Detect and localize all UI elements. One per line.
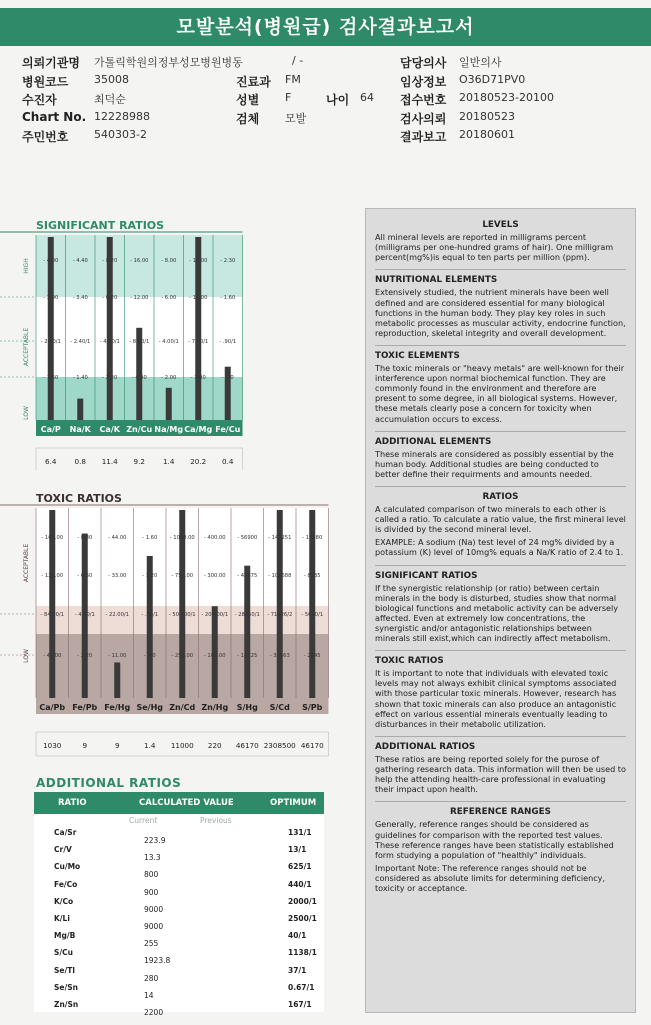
category-label: S/Cd — [269, 703, 290, 712]
sex-value: F — [285, 91, 292, 104]
additional-text: These minerals are considered as possibly essential by the human body. Additional studies are being conducted to better define their requirments and amounts needed. — [375, 448, 614, 479]
bar-s-hg — [244, 566, 250, 698]
divider — [375, 736, 626, 737]
reference-text: Generally, reference ranges should be considered as guidelines for comparison with the reported test values. These reference ranges have been statistically established form studying a population of "healthly" individuals. — [375, 819, 614, 860]
tick-label: - 16.00 — [130, 258, 149, 264]
category-label: Zn/Hg — [201, 703, 229, 712]
bar-ca-mg — [195, 237, 201, 420]
value-label: 20.2 — [190, 457, 207, 466]
cell-optimum: 440/1 — [288, 879, 312, 889]
tick-label: - 11.00 — [108, 653, 127, 659]
hospital-code-value: 35008 — [94, 72, 129, 86]
sex-label: 성별 — [236, 93, 260, 107]
chart-title: SIGNIFICANT RATIOS — [36, 219, 165, 232]
tick-label: - 2845 — [303, 653, 321, 659]
sig-ratios-text: If the synergistic relationship (or ratio) between certain minerals in the body is disturbed, studies show that normal biological functions and metabolic activity can be adversely affected. Even at extremely low concentrations, the synergistic and/or antagonistic relationships between minerals still exist,which can indirectly affect metabolism. — [375, 582, 619, 644]
additional-title: ADDITIONAL ELEMENTS — [375, 436, 492, 447]
clinical-value: O36D71PV0 — [459, 72, 526, 86]
tick-label: - 2.20 — [102, 375, 118, 381]
cell-current: 800 — [144, 870, 159, 880]
tick-label: - 4.00 — [131, 375, 147, 381]
subheader-current: Current — [129, 816, 158, 825]
tick-label: - 1.60 — [142, 535, 158, 541]
cell-ratio: Mg/B — [54, 931, 76, 941]
tick-label: - 200.00/1 — [201, 612, 229, 618]
chart-no-label: Chart No. — [22, 109, 87, 124]
cell-optimum: 167/1 — [288, 999, 312, 1009]
table-header — [34, 792, 324, 814]
category-label: Na/K — [69, 425, 91, 434]
add-ratios-text: These ratios are being reported solely for the purose of gathering research data. This information will then be used to help the attending health-care professional in evaluating their impact upon health. — [375, 753, 626, 795]
tick-label: - 4.40/1 — [74, 612, 95, 618]
tick-label: - 1.60 — [43, 375, 59, 381]
table-row — [34, 914, 324, 931]
hospital-code-label: 병원코드 — [22, 74, 69, 89]
tick-label: - 71126/2 — [267, 612, 293, 618]
tick-label: - 2.40/1 — [70, 339, 91, 345]
cell-optimum: 40/1 — [288, 931, 307, 941]
table-row — [34, 897, 324, 914]
cell-current: 13.3 — [144, 853, 161, 863]
doctor-value: 일반의사 — [459, 56, 502, 69]
subheader-previous: Previous — [200, 816, 232, 825]
tick-label: - 22.00/1 — [105, 612, 129, 618]
tick-label: - 3.00 — [43, 295, 59, 301]
table-row — [34, 931, 324, 948]
cell-current: 255 — [144, 939, 159, 949]
institution-label: 의뢰기관명 — [22, 56, 80, 70]
tick-label: - 8.20 — [102, 258, 118, 264]
divider — [375, 431, 626, 432]
levels-title: LEVELS — [482, 220, 519, 230]
table-subheader — [34, 814, 324, 828]
tick-label: - 126.00 — [41, 573, 64, 579]
cell-current: 900 — [144, 887, 159, 897]
tick-label: - 15.00 — [189, 258, 208, 264]
doctor-label: 담당의사 — [400, 56, 447, 70]
toxic-ratios-text: It is important to note that individuals with elevated toxic levels may not always exhibit clinical symptoms associated with those particular toxic minerals. However, research has shown that toxic minerals can also produce an antagonistic effect on various essential minerals eventually leading to disturbances in their metabolic utilization. — [375, 668, 617, 729]
tick-label: - 44.00 — [108, 535, 127, 541]
bar-na-k — [77, 399, 83, 420]
toxic-ratios-title: TOXIC RATIOS — [375, 656, 444, 667]
cell-current: 2200 — [144, 1007, 164, 1017]
cell-current: 14 — [144, 990, 154, 1000]
cell-optimum: 37/1 — [288, 965, 307, 975]
tick-label: - 1.40 — [72, 375, 88, 381]
zone-label: ACCEPTABLE — [23, 543, 30, 583]
category-label: Ca/P — [40, 425, 61, 434]
request-label: 검사의뢰 — [400, 111, 447, 126]
toxic-text: The toxic minerals or "heavy metals" are well-known for their interference upon normal biochemical function. They are commonly found in the environment and therefore are present to some degree, in all biological systems. However, these metals clearly pose a concern for toxicity when accumulation occurs to excess. — [375, 363, 625, 424]
value-label: 0.8 — [74, 457, 86, 466]
id-label: 주민번호 — [22, 130, 69, 144]
tick-label: - 4.00 — [43, 258, 59, 264]
tick-label: - .40 — [143, 653, 156, 659]
bar-fe-hg — [114, 662, 120, 698]
zone-label: HIGH — [23, 258, 30, 274]
tick-label: - 14225 — [237, 653, 258, 659]
tick-label: - .90/1 — [219, 339, 237, 345]
cell-optimum: 2500/1 — [288, 913, 317, 923]
receipt-value: 20180523-20100 — [459, 91, 554, 104]
header-ratio: RATIO — [58, 798, 87, 808]
age-label: 나이 — [326, 93, 350, 107]
zone-label: LOW — [23, 649, 30, 663]
value-label: 6.4 — [45, 457, 57, 466]
category-label: Fe/Pb — [72, 703, 98, 712]
cell-optimum: 1138/1 — [288, 948, 317, 958]
value-label: 220 — [207, 741, 222, 750]
category-label: S/Pb — [302, 703, 323, 712]
tick-label: - 2.60/1 — [40, 339, 61, 345]
tick-label: - 106688 — [268, 573, 292, 579]
tick-label: - 1000.00 — [169, 535, 195, 541]
tick-label: - 4.20/1 — [99, 339, 120, 345]
tick-label: - .20 — [221, 375, 234, 381]
table-row — [34, 948, 324, 965]
tick-label: - 500.00/1 — [168, 612, 196, 618]
tick-label: - 42675 — [237, 573, 258, 579]
tick-label: - 5690/1 — [301, 612, 324, 618]
tick-label: - 56900 — [237, 535, 258, 541]
tick-label: - 3.00 — [190, 375, 206, 381]
cell-current: 9000 — [144, 904, 164, 914]
tick-label: - 3.40 — [72, 295, 88, 301]
divider — [375, 269, 626, 270]
category-label: Zn/Cu — [126, 425, 153, 434]
tick-label: - 7.00/1 — [188, 339, 209, 345]
table-row — [34, 862, 324, 879]
value-label: 46170 — [300, 741, 324, 750]
tick-label: - 28450/1 — [234, 612, 260, 618]
id-value: 540303-2 — [94, 128, 147, 141]
cell-optimum: 2000/1 — [288, 896, 317, 906]
recipient-value: 최덕순 — [94, 93, 126, 106]
toxic-title: TOXIC ELEMENTS — [375, 350, 460, 361]
report-date-label: 결과보고 — [400, 130, 447, 144]
additional-ratios-table — [34, 792, 324, 1017]
reference-title: REFERENCE RANGES — [450, 807, 551, 818]
cell-optimum: 0.67/1 — [288, 982, 315, 992]
tick-label: - 250.00 — [171, 653, 194, 659]
divider — [375, 345, 626, 346]
category-label: Ca/Mg — [184, 425, 213, 434]
value-label: 9 — [114, 741, 120, 750]
category-label: Na/Mg — [154, 425, 184, 434]
table-row — [34, 828, 324, 845]
cell-ratio: S/Cu — [54, 948, 73, 958]
age-value: 64 — [360, 91, 374, 104]
nutritional-text: Extensively studied, the nutrient minerals have been well defined and are considered essential for many biological functions in the human body. They play key roles in such metabolic processes as muscular activity, endocrine function, reproduction, skeletal integrity and overall development. — [375, 287, 626, 338]
value-label: 11000 — [170, 741, 194, 750]
report-date-value: 20180601 — [459, 128, 515, 141]
table-row — [34, 983, 324, 1000]
cell-optimum: 131/1 — [288, 828, 312, 837]
tick-label: - 35563 — [269, 653, 290, 659]
category-label: S/Hg — [236, 703, 258, 712]
value-label: 9 — [82, 741, 88, 750]
value-label: 2308500 — [263, 741, 296, 750]
tick-label: - 33.00 — [108, 573, 127, 579]
chart-title: TOXIC RATIOS — [36, 492, 122, 505]
divider — [375, 650, 626, 651]
tick-label: - 84.00/1 — [40, 612, 64, 618]
clinical-label: 임상정보 — [400, 74, 447, 89]
tick-label: - 6.00 — [161, 295, 177, 301]
tick-label: - 750.00 — [171, 573, 194, 579]
cell-ratio: Ca/Sr — [54, 828, 77, 837]
ratios-text: A calculated comparison of two minerals to each other is called a ratio. To calculate a ratio value, the first mineral level is divided by the second mineral level. — [375, 504, 626, 535]
significant-ratios-chart — [0, 215, 250, 470]
category-label: Fe/Hg — [104, 703, 131, 712]
toxic-ratios-chart — [0, 488, 332, 770]
zone-high — [36, 235, 243, 297]
tick-label: - 100.00 — [203, 653, 226, 659]
tick-label: - 42.00 — [43, 653, 62, 659]
cell-ratio: Se/Tl — [54, 965, 75, 975]
request-value: 20180523 — [459, 109, 515, 123]
tick-label: - 168.00 — [41, 535, 64, 541]
tick-label: - 11.00 — [189, 295, 208, 301]
add-ratios-title: ADDITIONAL RATIOS — [375, 741, 476, 752]
tick-label: - 300.00 — [203, 573, 226, 579]
cell-ratio: Fe/Co — [54, 879, 78, 889]
tick-label: - 8.00/1 — [129, 339, 150, 345]
institution-value: 가톨릭학원의정부성모병원병동 — [94, 56, 243, 69]
table-row — [34, 1000, 324, 1017]
category-label: Ca/Pb — [39, 703, 66, 712]
value-label: 11.4 — [101, 457, 118, 466]
additional-ratios-title: ADDITIONAL RATIOS — [36, 776, 182, 790]
specimen-value: 모발 — [285, 111, 307, 125]
table-row — [34, 966, 324, 983]
zone-label: LOW — [23, 406, 30, 420]
cell-ratio: Cu/Mo — [54, 862, 81, 872]
value-label: 1.4 — [163, 457, 175, 466]
tick-label: - 2.30 — [220, 258, 236, 264]
ratios-example: EXAMPLE: A sodium (Na) test level of 24 mg% divided by a potassium (K) level of 10mg% equals a Na/K ratio of 2.4 to 1. — [375, 537, 624, 558]
tick-label: - 6.60 — [77, 573, 93, 579]
cell-current: 223.9 — [144, 836, 166, 845]
explanation-panel — [365, 208, 636, 1013]
category-label: Ca/K — [99, 425, 120, 434]
patient-info — [22, 54, 642, 147]
report-title: 모발분석(병원급) 검사결과보고서 — [0, 8, 651, 46]
levels-text: All mineral levels are reported in milligrams percent (milligrams per one-hundred grams of hair). One milligram percent(mg%)is equal to ten parts per million (ppm). — [375, 232, 614, 263]
cell-ratio: K/Co — [54, 896, 74, 906]
category-label: Fe/Cu — [215, 425, 241, 434]
tick-label: - 4.00/1 — [158, 339, 179, 345]
cell-ratio: Zn/Sn — [54, 999, 79, 1009]
tick-label: - 8535 — [303, 573, 321, 579]
cell-current: 1923.8 — [144, 956, 171, 966]
table-body — [34, 828, 324, 1017]
cell-current: 280 — [144, 973, 159, 983]
tick-label: - 8.00 — [161, 258, 177, 264]
tick-label: - 400.00 — [203, 535, 226, 541]
dept-label: 진료과 — [236, 74, 271, 89]
cell-optimum: 13/1 — [288, 845, 307, 855]
tick-label: - 8.80 — [77, 535, 93, 541]
divider — [375, 565, 626, 566]
table-row — [34, 845, 324, 862]
divider — [375, 801, 626, 802]
divider — [375, 486, 626, 487]
value-label: 0.4 — [222, 457, 234, 466]
value-label: 9.2 — [133, 457, 145, 466]
tick-label: - 1.20 — [142, 573, 158, 579]
tick-label: - 6.20 — [102, 295, 118, 301]
bar-ca-p — [48, 237, 54, 420]
dept-value: FM — [285, 72, 301, 86]
category-label: Zn/Cd — [169, 703, 196, 712]
bar-na-mg — [166, 388, 172, 420]
reference-note: Important Note: The reference ranges should not be considered as absolute limits for determining deficiency, toxicity or acceptance. — [375, 862, 606, 893]
category-label: Se/Hg — [136, 703, 164, 712]
cell-optimum: 625/1 — [288, 862, 312, 872]
header-calculated: CALCULATED VALUE — [139, 798, 234, 808]
tick-label: - 2.00 — [161, 375, 177, 381]
tick-label: - .80/1 — [141, 612, 159, 618]
tick-label: - 142251 — [268, 535, 292, 541]
tick-label: - 11380 — [302, 535, 323, 541]
chart-no-value: 12228988 — [94, 109, 150, 123]
ratios-title: RATIOS — [482, 491, 519, 502]
ward-value: / - — [292, 54, 304, 67]
value-label: 1.4 — [144, 741, 156, 750]
receipt-label: 접수번호 — [400, 93, 447, 107]
tick-label: - 1.60 — [220, 295, 236, 301]
nutritional-title: NUTRITIONAL ELEMENTS — [375, 275, 498, 286]
cell-ratio: Se/Sn — [54, 982, 78, 992]
cell-current: 9000 — [144, 921, 164, 931]
bar-ca-k — [107, 237, 113, 420]
tick-label: - 2.20 — [77, 653, 93, 659]
tick-label: - 4.40 — [72, 258, 88, 264]
table-row — [34, 880, 324, 897]
zone-label: ACCEPTABLE — [23, 327, 30, 367]
cell-ratio: K/Li — [54, 913, 70, 923]
tick-label: - 12.00 — [130, 295, 149, 301]
recipient-label: 수진자 — [22, 93, 57, 107]
value-label: 1030 — [43, 741, 62, 750]
header-optimum: OPTIMUM — [270, 798, 317, 808]
cell-ratio: Cr/V — [54, 845, 72, 855]
sig-ratios-title: SIGNIFICANT RATIOS — [375, 570, 478, 581]
specimen-label: 검체 — [236, 111, 260, 126]
value-label: 46170 — [235, 741, 259, 750]
